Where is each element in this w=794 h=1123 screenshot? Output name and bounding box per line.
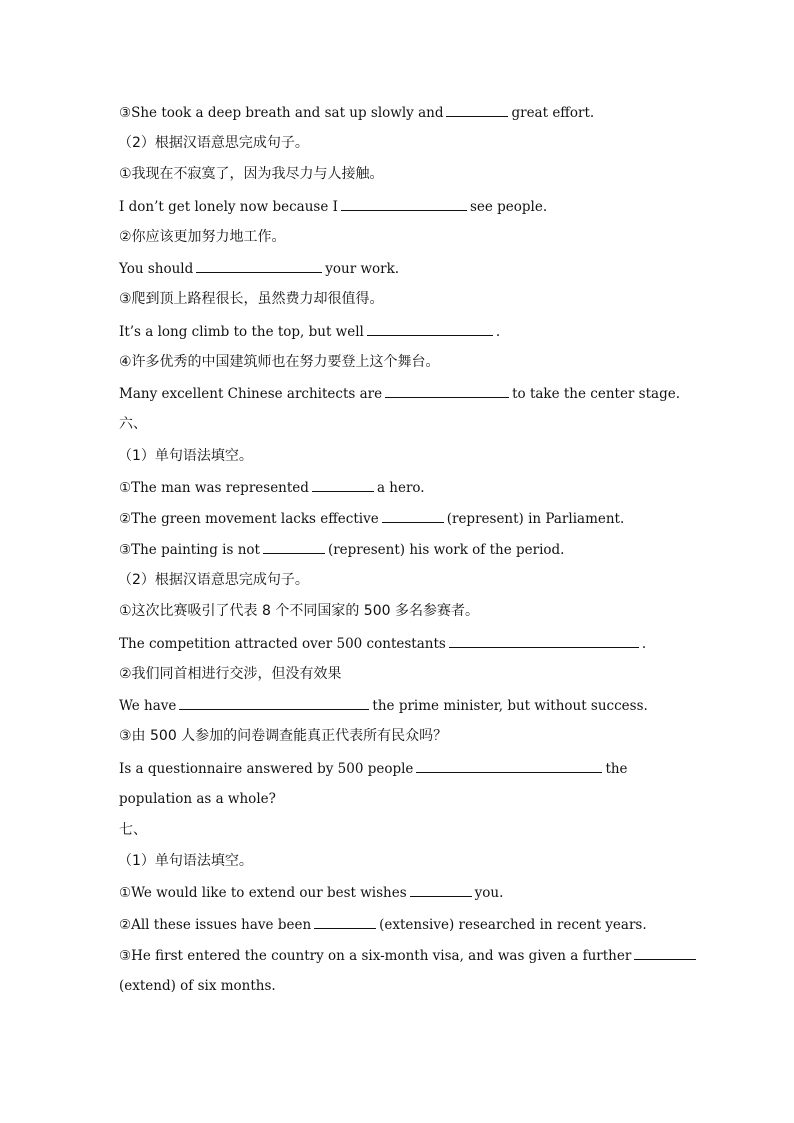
chinese-prompt: ①这次比赛吸引了代表 8 个不同国家的 500 多名参赛者。 [119,603,479,619]
exercise-line: ②All these issues have been (extensive) researched in recent years. [119,917,647,933]
exercise-line: ③He first entered the country on a six-month visa, and was given a further [119,946,699,965]
exercise-line: ①The man was represented a hero. [119,480,425,496]
answer-blank[interactable] [446,103,508,117]
exercise-line: You should your work. [119,261,400,277]
answer-blank[interactable] [410,883,472,897]
exercise-line: ③The painting is not (represent) his work of the period. [119,542,565,558]
chinese-prompt: ②我们同首相进行交涉，但没有效果 [119,666,342,682]
answer-blank[interactable] [179,696,369,710]
exercise-line: Many excellent Chinese architects are to take the center stage. [119,386,680,402]
answer-blank[interactable] [416,759,602,773]
exercise-line: Is a questionnaire answered by 500 people the [119,761,628,777]
section-number: 六、 [119,416,147,432]
answer-blank[interactable] [263,540,325,554]
exercise-line: We have the prime minister, but without success. [119,698,648,714]
section-number: 七、 [119,822,147,838]
section-heading: （2）根据汉语意思完成句子。 [118,572,309,588]
section-heading: （2）根据汉语意思完成句子。 [118,135,309,151]
answer-blank[interactable] [382,509,444,523]
exercise-line: It’s a long climb to the top, but well . [119,324,501,340]
chinese-prompt: ③由 500 人参加的问卷调查能真正代表所有民众吗？ [119,728,448,744]
exercise-line: population as a whole? [119,791,276,807]
answer-blank[interactable] [341,197,467,211]
exercise-line: ③She took a deep breath and sat up slowly and great effort. [119,105,595,121]
exercise-line: ②The green movement lacks effective (represent) in Parliament. [119,511,625,527]
chinese-prompt: ①我现在不寂寞了，因为我尽力与人接触。 [119,166,384,182]
section-heading: （1）单句语法填空。 [118,853,253,869]
exercise-line: (extend) of six months. [119,978,276,994]
answer-blank[interactable] [314,915,376,929]
chinese-prompt: ②你应该更加努力地工作。 [119,229,286,245]
exercise-line: I don’t get lonely now because I see people. [119,199,548,215]
answer-blank[interactable] [385,384,509,398]
section-heading: （1）单句语法填空。 [118,448,253,464]
exercise-line: The competition attracted over 500 contestants . [119,636,647,652]
chinese-prompt: ③爬到顶上路程很长，虽然费力却很值得。 [119,291,384,307]
answer-blank[interactable] [449,634,639,648]
answer-blank[interactable] [196,259,322,273]
answer-blank[interactable] [367,322,493,336]
chinese-prompt: ④许多优秀的中国建筑师也在努力要登上这个舞台。 [119,354,440,370]
answer-blank[interactable] [312,478,374,492]
answer-blank[interactable] [634,946,696,960]
exercise-line: ①We would like to extend our best wishes you. [119,885,504,901]
